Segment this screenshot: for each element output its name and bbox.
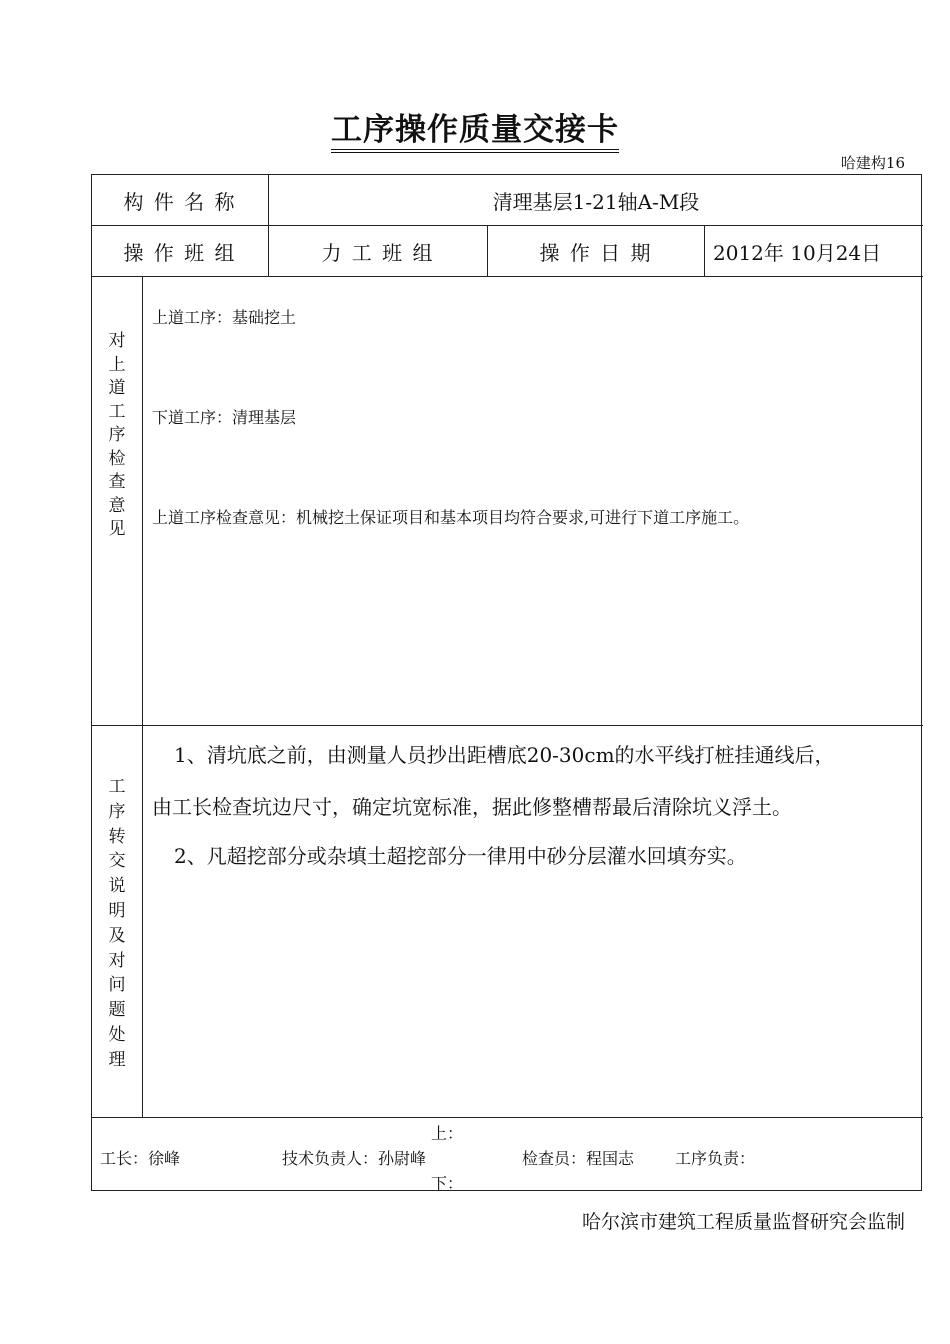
handover-card <box>91 174 922 1191</box>
page-title: 工序操作质量交接卡 <box>0 104 950 149</box>
row-divider <box>92 276 923 277</box>
team-label: 操 作 班 组 <box>123 240 237 265</box>
column-divider <box>142 276 143 1117</box>
handover-line-2: 由工长检查坑边尺寸，确定坑宽标准，据此修整槽帮最后清除坑义浮土。 <box>152 795 792 819</box>
lower-label: 下： <box>431 1174 464 1193</box>
row-divider <box>92 1117 923 1118</box>
document-code: 哈建构16 <box>840 154 905 172</box>
handover-side-label: 工 序 转 交 说 明 及 对 问 题 处 理 <box>108 777 126 1070</box>
prev-process: 上道工序：基础挖土 <box>152 308 297 327</box>
foreman-signature: 工长：徐峰 <box>100 1149 181 1168</box>
upper-label: 上： <box>431 1124 464 1143</box>
inspection-side-label: 对 上 道 工 序 检 查 意 见 <box>108 331 126 539</box>
inspection-opinion: 上道工序检查意见：机械挖土保证项目和基本项目均符合要求,可进行下道工序施工。 <box>152 508 750 527</box>
tech-lead-signature: 技术负责人：孙尉峰 <box>282 1149 427 1168</box>
date-label: 操 作 日 期 <box>539 240 653 265</box>
process-lead-signature: 工序负责： <box>675 1149 756 1168</box>
component-name-label: 构 件 名 称 <box>123 189 237 214</box>
handover-line-3: 2、凡超挖部分或杂填土超挖部分一律用中砂分层灌水回填夯实。 <box>174 844 747 868</box>
handover-line-1: 1、清坑底之前，由测量人员抄出距槽底20-30cm的水平线打桩挂通线后， <box>174 743 835 767</box>
issuer-footer: 哈尔滨市建筑工程质量监督研究会监制 <box>581 1211 905 1233</box>
row-divider <box>92 725 923 726</box>
date-value: 2012年 10月24日 <box>713 240 882 265</box>
next-process: 下道工序：清理基层 <box>152 408 297 427</box>
component-name-value: 清理基层1-21轴A-M段 <box>492 189 700 214</box>
inspector-signature: 检查员：程国志 <box>522 1149 635 1168</box>
team-value: 力 工 班 组 <box>321 240 435 265</box>
